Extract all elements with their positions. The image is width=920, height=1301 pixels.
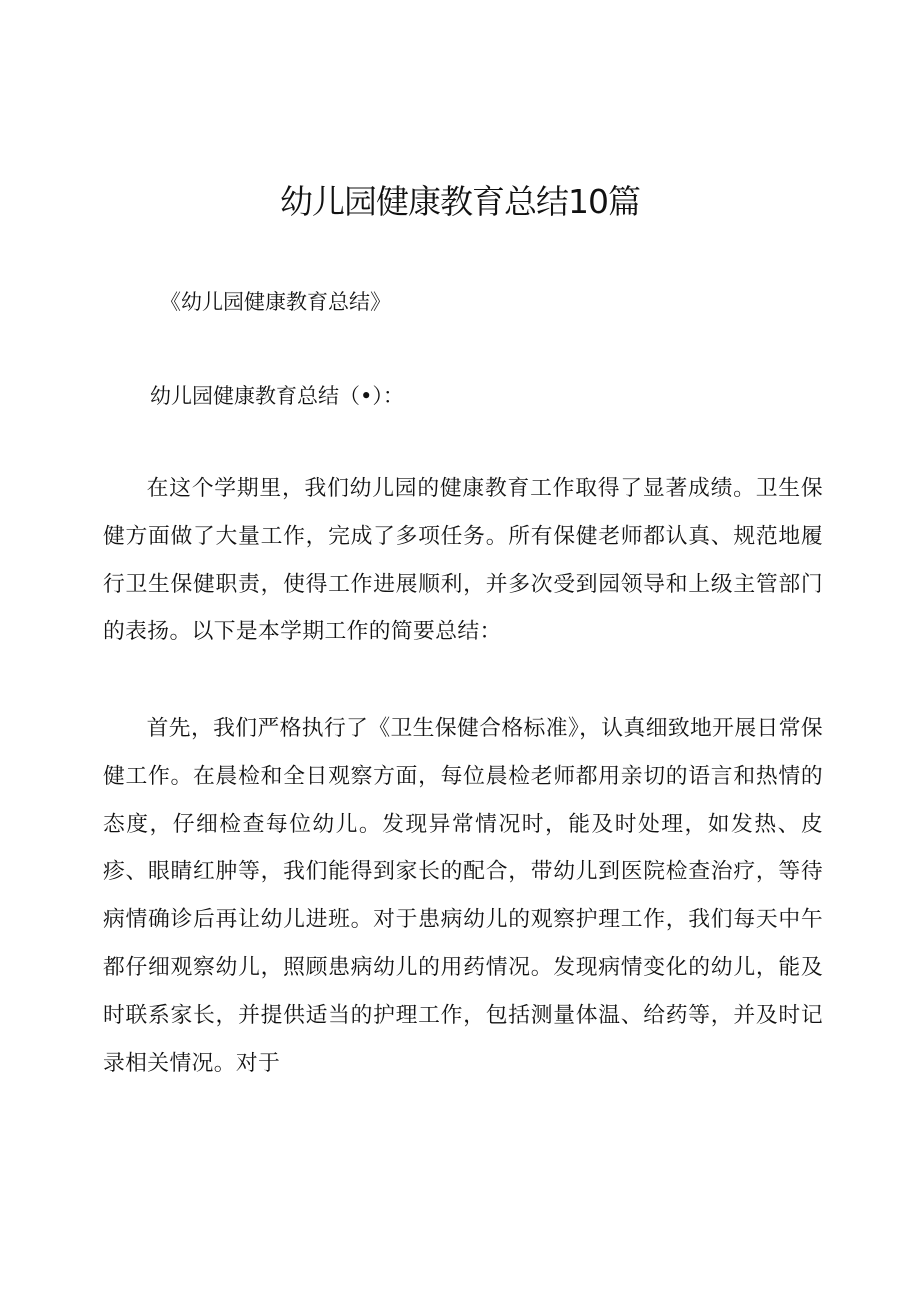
document-title: 幼儿园健康教育总结10篇: [280, 182, 640, 221]
body-paragraph-2: 首先，我们严格执行了《卫生保健合格标准》，认真细致地开展日常保健工作。在晨检和全日观察方面，每位晨检老师都用亲切的语言和热情的态度，仔细检查每位幼儿。发现异常情况时，能及时处理，如发热、皮疹、眼睛红肿等，我们能得到家长的配合，带幼儿到医院检查治疗，等待病情确诊后再让幼儿进班。对于患病幼儿的观察护理工作，我们每天中午都仔细观察幼儿，照顾患病幼儿的用药情况。发现病情变化的幼儿，能及时联系家长，并提供适当的护理工作，包括测量体温、给药等，并及时记录相关情况。对于: [103, 716, 823, 1076]
body-paragraph-1: 在这个学期里，我们幼儿园的健康教育工作取得了显著成绩。卫生保健方面做了大量工作，完成了多项任务。所有保健老师都认真、规范地履行卫生保健职责，使得工作进展顺利，并多次受到园领导和上级主管部门的表扬。以下是本学期工作的简要总结：: [103, 476, 823, 645]
document-subtitle: 《幼儿园健康教育总结》: [160, 290, 391, 314]
section-heading: 幼儿园健康教育总结（•）：: [150, 384, 404, 408]
